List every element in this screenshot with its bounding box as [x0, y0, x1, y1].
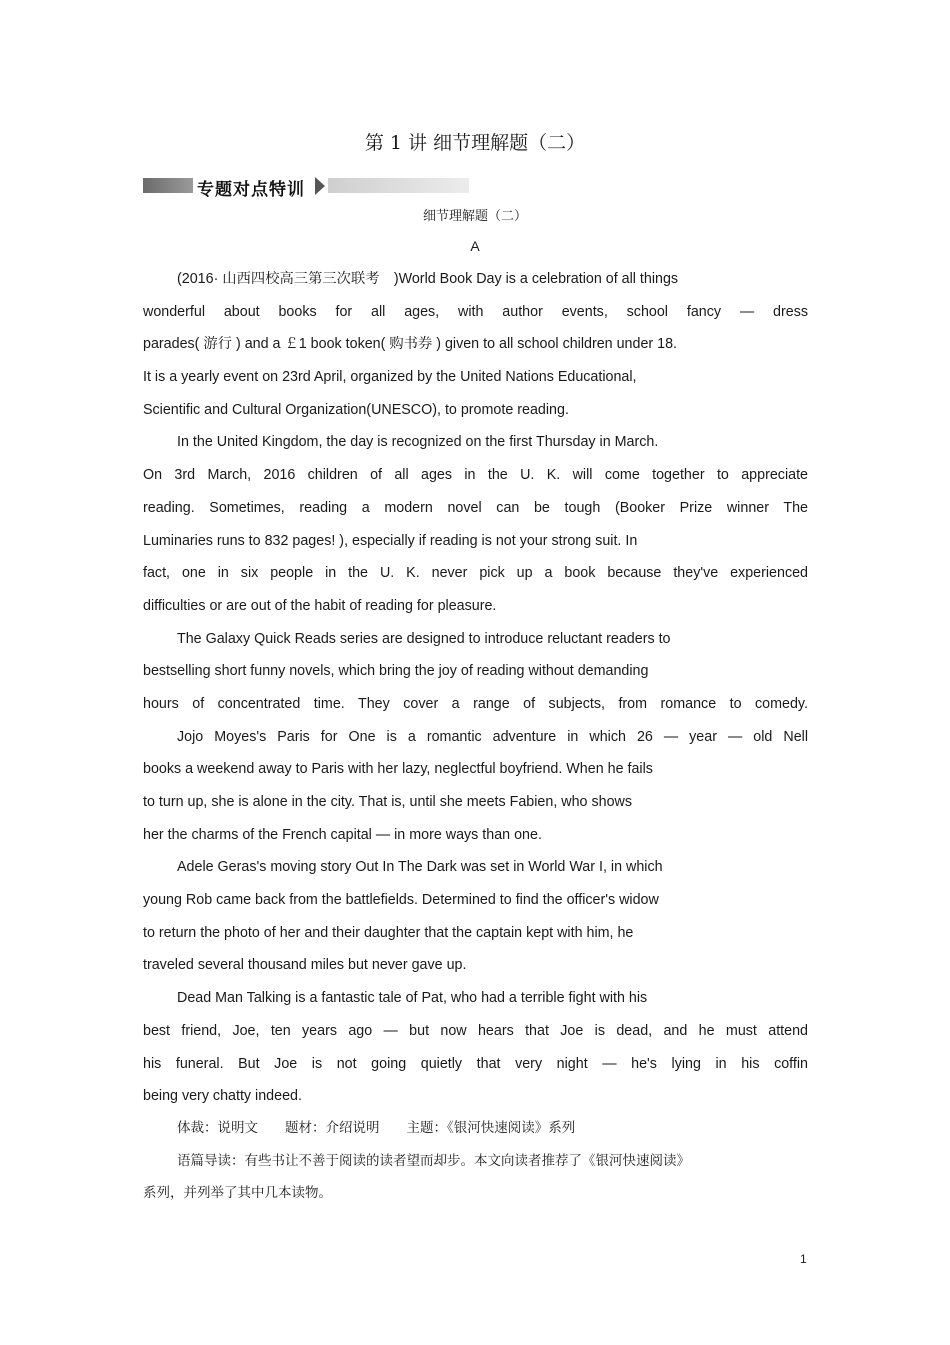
passage-line: books a weekend away to Paris with her lazy, neglectful boyfriend. When he fails [143, 761, 653, 778]
passage-line: The Galaxy Quick Reads series are designed to introduce reluctant readers to [177, 630, 671, 647]
guide-line-1: 语篇导读：有些书让不善于阅读的读者望而却步。本文向读者推荐了《银河快速阅读》 [177, 1152, 690, 1169]
passage-notes [143, 1112, 808, 1210]
passage-line: parades( 游行 ) and a ￡1 book token( 购书券 ) given to all school children under 18. [143, 336, 678, 353]
passage-line: Scientific and Cultural Organization(UNESCO), to promote reading. [143, 401, 569, 418]
passage-line: being very chatty indeed. [143, 1088, 302, 1105]
passage-line: Adele Geras's moving story Out In The Dark was set in World War I, in which [177, 859, 663, 876]
passage-line: reading. Sometimes, reading a modern novel can be tough (Booker Prize winner The [143, 499, 808, 516]
passage-line: young Rob came back from the battlefields. Determined to find the officer's widow [143, 892, 659, 909]
banner-band-right [328, 178, 469, 193]
banner-label: 专题对点特训 [197, 180, 305, 200]
page-title: 第 1 讲 细节理解题（二） [364, 132, 586, 154]
passage-line: hours of concentrated time. They cover a range of subjects, from romance to comedy. [143, 695, 808, 712]
guide-line-2: 系列，并列举了其中几本读物。 [143, 1185, 332, 1202]
passage-line: to return the photo of her and their daughter that the captain kept with him, he [143, 924, 634, 941]
section-banner [143, 176, 469, 200]
passage-line: his funeral. But Joe is not going quietly that very night — he's lying in his coffin [143, 1055, 808, 1072]
section-label: A [470, 238, 480, 254]
passage-body [143, 263, 808, 1113]
passage-line: Dead Man Talking is a fantastic tale of Pat, who had a terrible fight with his [177, 990, 648, 1007]
passage-line: (2016· 山西四校高三第三次联考 )World Book Day is a celebration of all things [177, 271, 679, 287]
passage-line: difficulties or are out of the habit of reading for pleasure. [143, 597, 497, 614]
banner-band-left [143, 178, 193, 193]
genre-line: 体裁：说明文 题材：介绍说明 主题：《银河快速阅读》系列 [177, 1120, 576, 1136]
banner-arrow-icon [315, 177, 325, 195]
passage-line: Jojo Moyes's Paris for One is a romantic adventure in which 26 — year — old Nell [177, 728, 808, 745]
passage-line: fact, one in six people in the U. K. never pick up a book because they've experienced [143, 565, 808, 582]
passage-line: wonderful about books for all ages, with author events, school fancy — dress [143, 303, 808, 320]
passage-line: her the charms of the French capital — in more ways than one. [143, 826, 542, 843]
subtitle: 细节理解题（二） [422, 209, 527, 224]
passage-line: to turn up, she is alone in the city. That is, until she meets Fabien, who shows [143, 794, 632, 810]
page-number: 1 [800, 1252, 807, 1266]
passage-line: best friend, Joe, ten years ago — but now hears that Joe is dead, and he must attend [143, 1022, 808, 1039]
passage-line: In the United Kingdom, the day is recognized on the first Thursday in March. [177, 434, 659, 451]
passage-line: It is a yearly event on 23rd April, organized by the United Nations Educational, [143, 369, 637, 386]
passage-line: On 3rd March, 2016 children of all ages in the U. K. will come together to appreciate [143, 467, 808, 484]
passage-line: traveled several thousand miles but never gave up. [143, 957, 467, 974]
passage-line: bestselling short funny novels, which bring the joy of reading without demanding [143, 663, 649, 680]
passage-line: Luminaries runs to 832 pages! ), especially if reading is not your strong suit. In [143, 532, 638, 549]
